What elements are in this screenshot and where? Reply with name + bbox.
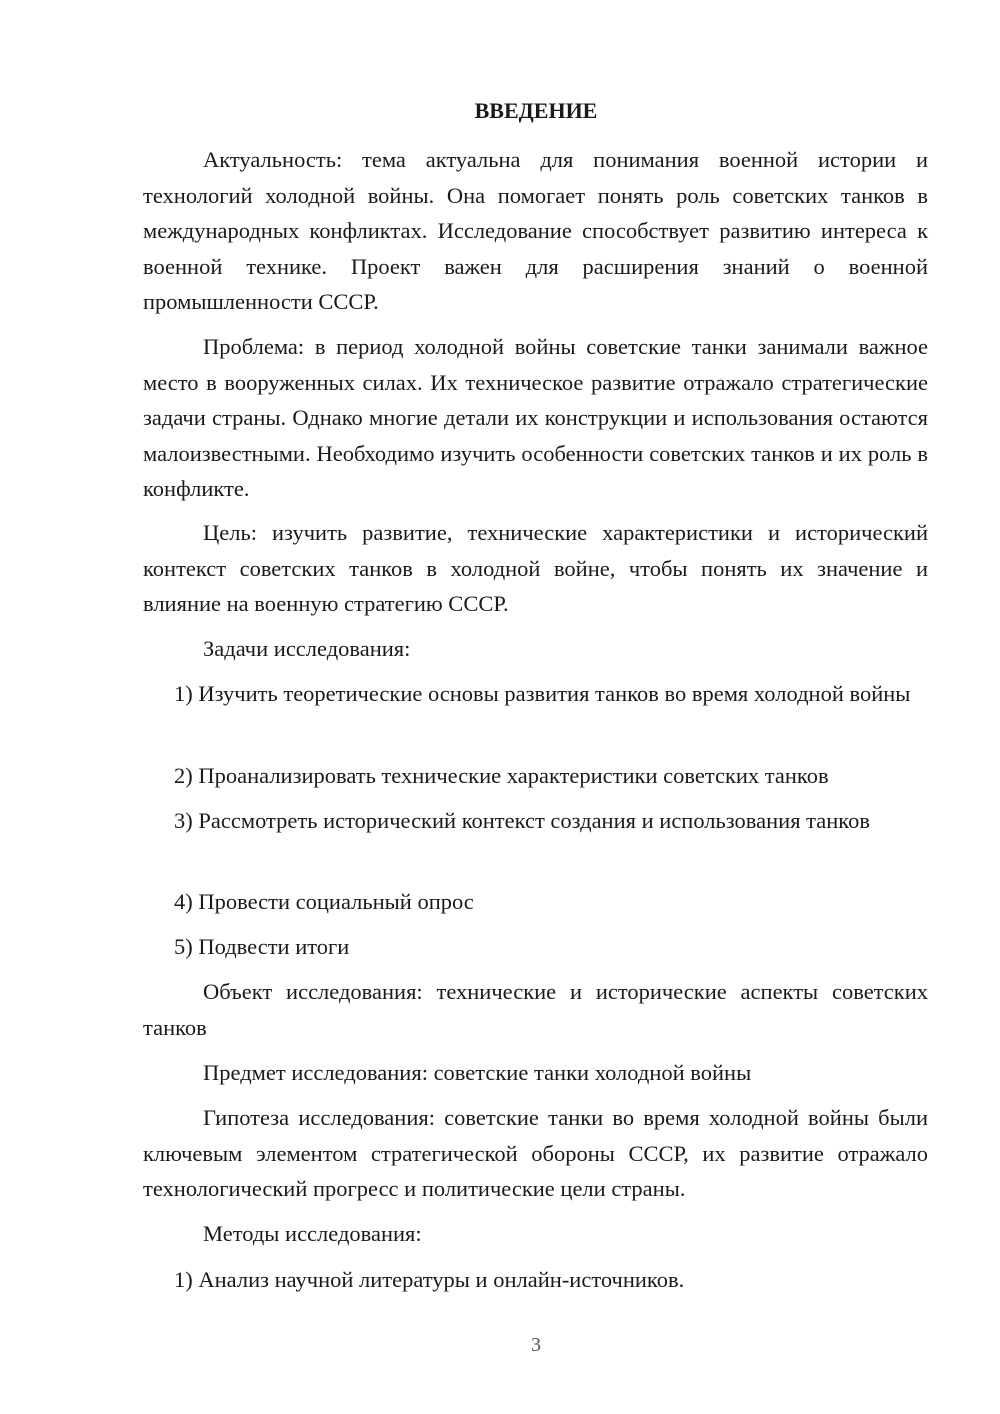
subject-paragraph: Предмет исследования: советские танки холодной войны <box>203 1060 752 1085</box>
page-number: 3 <box>531 1334 541 1356</box>
method-item: 1) Анализ научной литературы и онлайн-источников. <box>174 1267 685 1292</box>
section-title: ВВЕДЕНИЕ <box>474 98 598 123</box>
object-paragraph: Объект исследования: технические и исторические аспекты советских танков <box>143 979 928 1040</box>
task-item: 3) Рассмотреть исторический контекст создания и использования танков <box>174 808 870 833</box>
problem-paragraph: Проблема: в период холодной войны советские танки занимали важное место в вооруженных силах. Их техническое развитие отражало стратегические задачи страны. Однако многие детали их конструкции и использования остаются малоизвестными. Необходимо изучить особенности советских танков и их роль в конфликте. <box>143 334 928 501</box>
tasks-heading: Задачи исследования: <box>203 636 411 661</box>
goal-paragraph: Цель: изучить развитие, технические характеристики и исторический контекст советских танков в холодной войне, чтобы понять их значение и влияние на военную стратегию СССР. <box>143 520 928 616</box>
hypothesis-paragraph: Гипотеза исследования: советские танки во время холодной войны были ключевым элементом стратегической обороны СССР, их развитие отражало технологический прогресс и политические цели страны. <box>143 1105 928 1201</box>
task-item: 2) Проанализировать технические характеристики советских танков <box>174 763 829 788</box>
task-item: 5) Подвести итоги <box>174 934 350 959</box>
relevance-paragraph: Актуальность: тема актуальна для понимания военной истории и технологий холодной войны. Она помогает понять роль советских танков в международных конфликтах. Исследование способствует развитию интереса к военной технике. Проект важен для расширения знаний о военной промышленности СССР. <box>143 147 928 314</box>
task-item: 4) Провести социальный опрос <box>174 889 474 914</box>
task-item: 1) Изучить теоретические основы развития танков во время холодной войны <box>174 681 911 706</box>
methods-heading: Методы исследования: <box>203 1221 422 1246</box>
